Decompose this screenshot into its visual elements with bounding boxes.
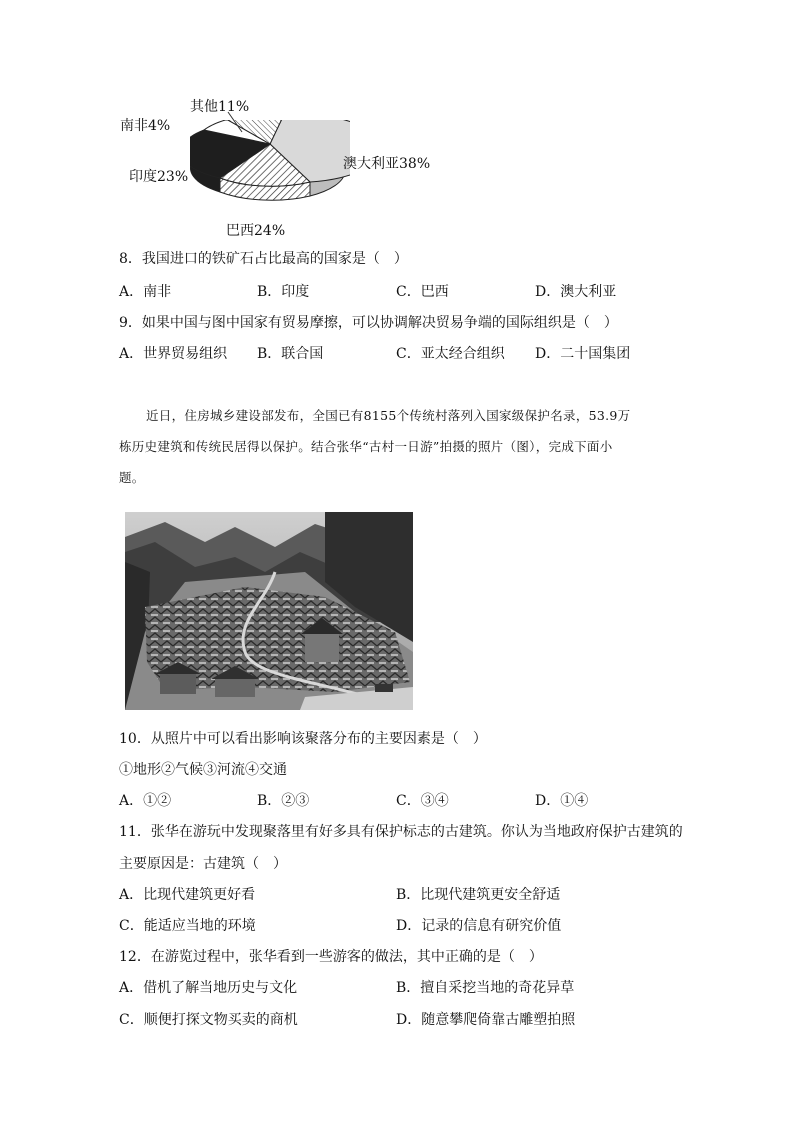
q12-option-a[interactable]: A．借机了解当地历史与文化 <box>119 980 298 996</box>
question-8-stem: 8．我国进口的铁矿石占比最高的国家是（ ） <box>119 251 408 267</box>
question-9-stem: 9．如果中国与图中国家有贸易摩擦，可以协调解决贸易争端的国际组织是（ ） <box>119 315 618 331</box>
pie-label-australia: 澳大利亚38% <box>343 156 431 172</box>
pie-label-india: 印度23% <box>129 169 189 185</box>
q10-option-d[interactable]: D．①④ <box>535 793 589 809</box>
q10-option-c[interactable]: C．③④ <box>396 793 449 809</box>
q10-factors: ①地形②气候③河流④交通 <box>119 762 287 778</box>
q8-option-c[interactable]: C．巴西 <box>396 284 449 300</box>
pie-label-brazil: 巴西24% <box>226 223 286 239</box>
q10-option-b[interactable]: B．②③ <box>257 793 310 809</box>
q11-option-a[interactable]: A．比现代建筑更好看 <box>119 887 256 903</box>
q9-option-a[interactable]: A．世界贸易组织 <box>119 346 228 362</box>
passage-line-2: 栋历史建筑和传统民居得以保护。结合张华“古村一日游”拍摄的照片（图），完成下面小 <box>119 439 613 454</box>
q8-option-b[interactable]: B．印度 <box>257 284 310 300</box>
village-photo <box>125 512 413 710</box>
question-11-stem-line-1: 11．张华在游玩中发现聚落里有好多具有保护标志的古建筑。你认为当地政府保护古建筑的 <box>119 824 683 840</box>
pie-label-south-africa: 南非4% <box>120 118 171 134</box>
q9-option-c[interactable]: C．亚太经合组织 <box>396 346 505 362</box>
question-10-stem: 10．从照片中可以看出影响该聚落分布的主要因素是（ ） <box>119 731 487 747</box>
q10-option-a[interactable]: A．①② <box>119 793 172 809</box>
q8-option-a[interactable]: A．南非 <box>119 284 172 300</box>
pie-leader-line <box>200 110 260 150</box>
q12-option-d[interactable]: D．随意攀爬倚靠古雕塑拍照 <box>396 1012 576 1028</box>
passage-line-3: 题。 <box>119 470 145 485</box>
q9-option-b[interactable]: B．联合国 <box>257 346 324 362</box>
q11-option-b[interactable]: B．比现代建筑更安全舒适 <box>396 887 561 903</box>
passage-line-1: 近日，住房城乡建设部发布，全国已有8155个传统村落列入国家级保护名录，53.9万 <box>146 408 631 423</box>
village-photo-drawing <box>125 512 413 710</box>
q12-option-b[interactable]: B．擅自采挖当地的奇花异草 <box>396 980 575 996</box>
q12-option-c[interactable]: C．顺便打探文物买卖的商机 <box>119 1012 298 1028</box>
q11-option-d[interactable]: D．记录的信息有研究价值 <box>396 918 562 934</box>
question-11-stem-line-2: 主要原因是：古建筑（ ） <box>119 856 287 872</box>
q11-option-c[interactable]: C．能适应当地的环境 <box>119 918 256 934</box>
question-12-stem: 12．在游览过程中，张华看到一些游客的做法，其中正确的是（ ） <box>119 949 543 965</box>
pie-label-other: 其他11% <box>190 99 250 115</box>
q8-option-d[interactable]: D．澳大利亚 <box>535 284 617 300</box>
q9-option-d[interactable]: D．二十国集团 <box>535 346 631 362</box>
